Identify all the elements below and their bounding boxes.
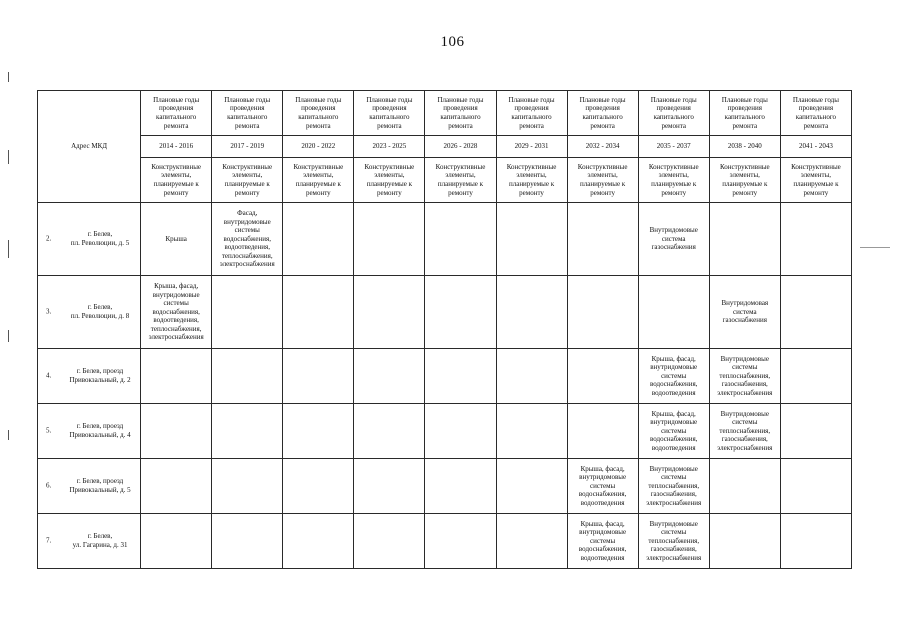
elements-cell: [425, 276, 496, 349]
scan-mark: [8, 240, 9, 258]
elements-cell: [141, 349, 212, 404]
address-text: г. Белев, проезд Привокзальный, д. 4: [69, 422, 131, 439]
elements-cell: [354, 203, 425, 276]
elements-cell: [780, 404, 851, 459]
period-header: 2038 - 2040: [709, 136, 780, 158]
elements-cell: [496, 276, 567, 349]
elements-label: Конструктивные элементы, планируемые к ремонту: [719, 162, 770, 197]
elements-cell: [496, 459, 567, 514]
elements-cell-text: Крыша, фасад, внутридомовые системы водоснабжения, водоотведения: [578, 519, 627, 562]
elements-cell: [780, 514, 851, 569]
elements-cell: [709, 514, 780, 569]
elements-cell: [638, 514, 709, 569]
period-group-header: [496, 91, 567, 136]
period-group-label: Плановые годы проведения капитального ремонта: [224, 95, 271, 130]
elements-cell: [212, 349, 283, 404]
elements-cell: [354, 459, 425, 514]
elements-cell: [141, 459, 212, 514]
elements-header: [283, 158, 354, 203]
elements-cell: [141, 203, 212, 276]
elements-cell: [780, 349, 851, 404]
elements-cell: [354, 404, 425, 459]
elements-cell: [567, 459, 638, 514]
elements-cell: [780, 276, 851, 349]
table-row: [38, 349, 852, 404]
elements-cell: [212, 203, 283, 276]
elements-cell: [496, 404, 567, 459]
period-group-label: Плановые годы проведения капитального ремонта: [366, 95, 413, 130]
period-header: 2035 - 2037: [638, 136, 709, 158]
address-cell: [38, 349, 141, 404]
row-number: 3.: [46, 307, 52, 316]
period-group-label: Плановые годы проведения капитального ремонта: [650, 95, 697, 130]
period-group-label: Плановые годы проведения капитального ремонта: [792, 95, 839, 130]
elements-cell-text: Внутридомовые системы теплоснабжения, газоснабжения, электроснабжения: [646, 464, 702, 507]
table-row: [38, 459, 852, 514]
elements-cell: [212, 514, 283, 569]
address-text: г. Белев, ул. Гагарина, д. 31: [72, 532, 128, 549]
address-text: г. Белев, проезд Привокзальный, д. 2: [69, 367, 131, 384]
scan-mark: [8, 430, 9, 440]
elements-header: [141, 158, 212, 203]
elements-cell-text: Внутридомовые система газоснабжения: [649, 226, 698, 252]
period-header: 2020 - 2022: [283, 136, 354, 158]
header-row-period-title: [38, 91, 852, 136]
elements-cell: [425, 404, 496, 459]
period-group-label: Плановые годы проведения капитального ремонта: [153, 95, 200, 130]
scan-mark: [8, 150, 9, 164]
elements-cell: [709, 349, 780, 404]
period-group-header: [567, 91, 638, 136]
elements-cell-text: Крыша, фасад, внутридомовые системы водоснабжения, водоотведения: [649, 409, 698, 452]
elements-header: [709, 158, 780, 203]
elements-label: Конструктивные элементы, планируемые к ремонту: [648, 162, 699, 197]
elements-cell: [567, 349, 638, 404]
address-header: Адрес МКД: [71, 142, 108, 151]
elements-cell: [354, 276, 425, 349]
address-text: г. Белев, пл. Революции, д. 8: [70, 303, 130, 320]
elements-header: [638, 158, 709, 203]
elements-cell: [567, 276, 638, 349]
period-header: 2026 - 2028: [425, 136, 496, 158]
elements-cell: [425, 203, 496, 276]
period-group-label: Плановые годы проведения капитального ремонта: [295, 95, 342, 130]
elements-cell-text: Крыша: [165, 234, 187, 243]
elements-cell: [283, 404, 354, 459]
elements-label: Конструктивные элементы, планируемые к ремонту: [222, 162, 273, 197]
period-group-header: [212, 91, 283, 136]
elements-cell-text: Внутридомовая система газоснабжения: [721, 299, 769, 325]
period-group-label: Плановые годы проведения капитального ремонта: [508, 95, 555, 130]
elements-cell: [496, 514, 567, 569]
elements-cell: [780, 459, 851, 514]
elements-header: [354, 158, 425, 203]
elements-cell: [709, 404, 780, 459]
elements-cell: [354, 349, 425, 404]
elements-cell: [212, 459, 283, 514]
elements-label: Конструктивные элементы, планируемые к ремонту: [364, 162, 415, 197]
period-group-label: Плановые годы проведения капитального ремонта: [721, 95, 768, 130]
period-group-header: [354, 91, 425, 136]
table-row: [38, 404, 852, 459]
elements-cell: [283, 349, 354, 404]
page-number: 106: [440, 34, 465, 50]
period-group-header: [638, 91, 709, 136]
elements-header: [212, 158, 283, 203]
address-cell: [38, 203, 141, 276]
period-group-header: [780, 91, 851, 136]
elements-cell: [141, 514, 212, 569]
period-group-header: [283, 91, 354, 136]
period-group-header: [709, 91, 780, 136]
address-header-cell: [38, 91, 141, 203]
capital-repair-table: [37, 90, 852, 569]
elements-cell: [567, 404, 638, 459]
elements-cell: [567, 203, 638, 276]
elements-cell: [425, 459, 496, 514]
elements-cell: [283, 514, 354, 569]
address-cell: [38, 404, 141, 459]
elements-cell: [212, 276, 283, 349]
elements-cell: [638, 203, 709, 276]
elements-label: Конструктивные элементы, планируемые к ремонту: [577, 162, 628, 197]
period-header: 2014 - 2016: [141, 136, 212, 158]
scan-mark: [8, 72, 9, 82]
elements-header: [567, 158, 638, 203]
elements-cell-text: Крыша, фасад, внутридомовые системы водоснабжения, водоотведения, теплоснабжения, электроснабжения: [148, 281, 204, 342]
row-number: 6.: [46, 481, 52, 490]
period-header: 2029 - 2031: [496, 136, 567, 158]
period-group-header: [425, 91, 496, 136]
period-header: 2017 - 2019: [212, 136, 283, 158]
elements-cell-text: Крыша, фасад, внутридомовые системы водоснабжения, водоотведения: [649, 354, 698, 397]
header-row-periods: [38, 136, 852, 158]
elements-cell: [425, 349, 496, 404]
elements-cell: [709, 203, 780, 276]
table-row: [38, 276, 852, 349]
table-row: [38, 514, 852, 569]
elements-cell: [638, 276, 709, 349]
row-number: 5.: [46, 426, 52, 435]
elements-cell-text: Внутридомовые системы теплоснабжения, газоснабжения, электроснабжения: [717, 354, 773, 397]
elements-label: Конструктивные элементы, планируемые к ремонту: [151, 162, 202, 197]
period-header: 2023 - 2025: [354, 136, 425, 158]
elements-cell: [212, 404, 283, 459]
period-header: 2041 - 2043: [780, 136, 851, 158]
row-number: 2.: [46, 234, 52, 243]
elements-cell: [638, 404, 709, 459]
elements-cell: [425, 514, 496, 569]
elements-cell-text: Крыша, фасад, внутридомовые системы водоснабжения, водоотведения: [578, 464, 627, 507]
elements-cell: [780, 203, 851, 276]
period-group-label: Плановые годы проведения капитального ремонта: [437, 95, 484, 130]
period-group-header: [141, 91, 212, 136]
elements-cell: [709, 459, 780, 514]
elements-cell: [141, 404, 212, 459]
elements-cell: [283, 276, 354, 349]
elements-cell-text: Фасад, внутридомовые системы водоснабжения, водоотведения, теплоснабжения, электроснабжения: [219, 208, 275, 269]
elements-cell: [283, 203, 354, 276]
address-text: г. Белев, пл. Революции, д. 5: [70, 230, 130, 247]
elements-label: Конструктивные элементы, планируемые к ремонту: [435, 162, 486, 197]
row-number: 4.: [46, 371, 52, 380]
elements-cell: [141, 276, 212, 349]
elements-header: [496, 158, 567, 203]
elements-cell: [496, 203, 567, 276]
address-cell: [38, 459, 141, 514]
elements-header: [425, 158, 496, 203]
elements-cell-text: Внутридомовые системы теплоснабжения, газоснабжения, электроснабжения: [717, 409, 773, 452]
elements-cell: [709, 276, 780, 349]
table-row: [38, 203, 852, 276]
elements-cell: [567, 514, 638, 569]
elements-cell: [354, 514, 425, 569]
address-cell: [38, 276, 141, 349]
elements-label: Конструктивные элементы, планируемые к ремонту: [791, 162, 841, 197]
elements-cell: [638, 349, 709, 404]
elements-cell: [496, 349, 567, 404]
address-cell: [38, 514, 141, 569]
scan-mark: [8, 330, 9, 342]
row-number: 7.: [46, 536, 52, 545]
period-group-label: Плановые годы проведения капитального ремонта: [579, 95, 626, 130]
period-header: 2032 - 2034: [567, 136, 638, 158]
elements-header: [780, 158, 851, 203]
elements-label: Конструктивные элементы, планируемые к ремонту: [293, 162, 344, 197]
elements-cell: [283, 459, 354, 514]
address-text: г. Белев, проезд Привокзальный, д. 5: [69, 477, 131, 494]
scan-mark: [860, 247, 890, 248]
elements-cell: [638, 459, 709, 514]
header-row-elements: [38, 158, 852, 203]
elements-cell-text: Внутридомовые системы теплоснабжения, газоснабжения, электроснабжения: [646, 519, 702, 562]
elements-label: Конструктивные элементы, планируемые к ремонту: [506, 162, 557, 197]
